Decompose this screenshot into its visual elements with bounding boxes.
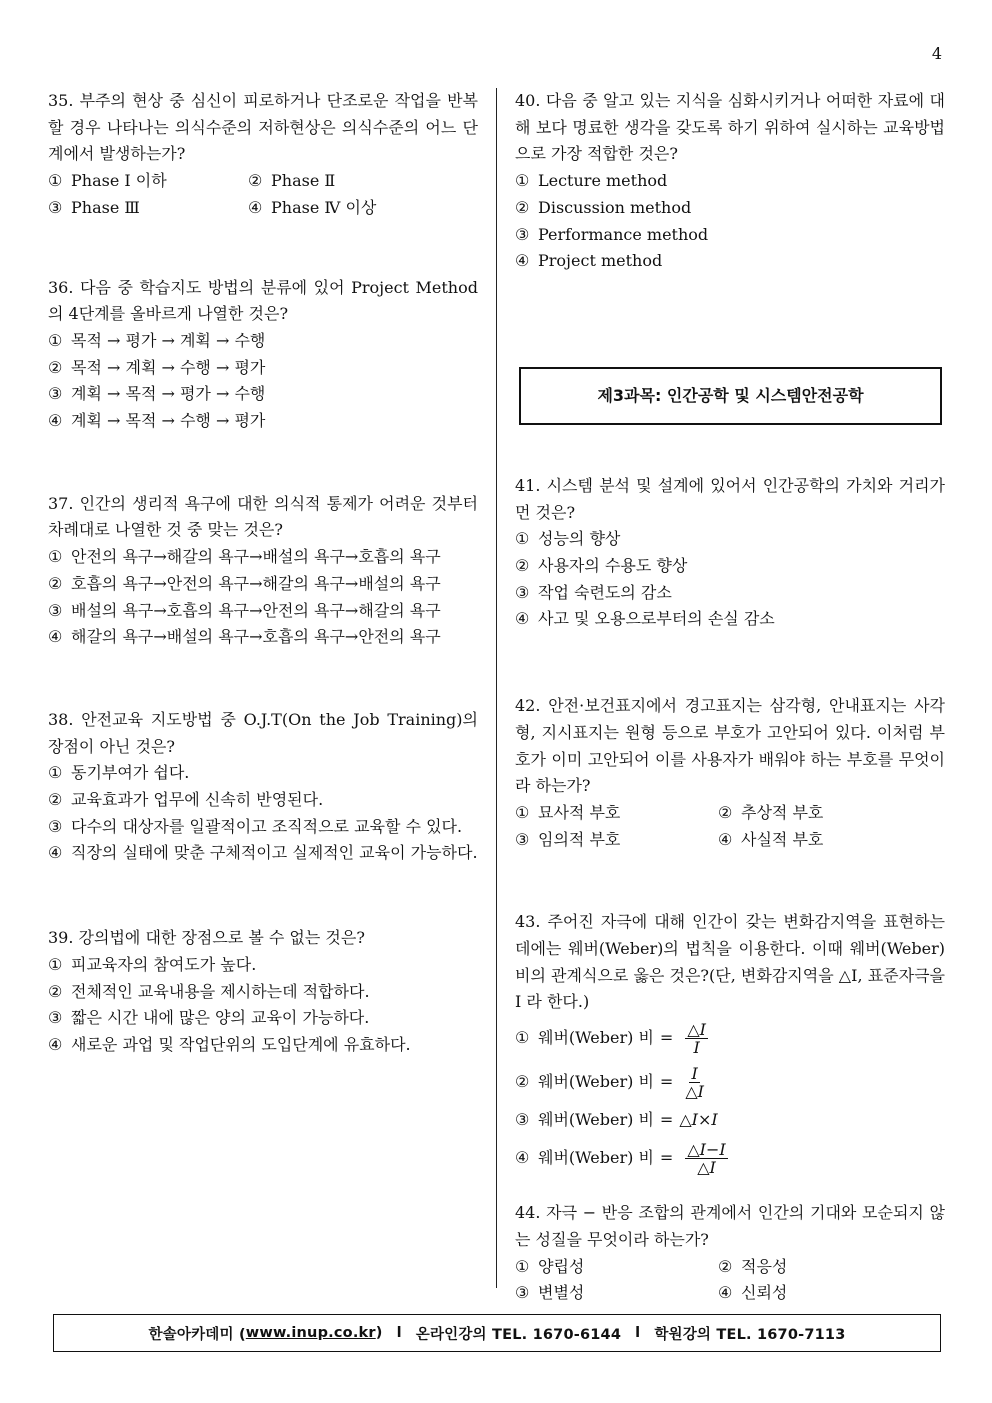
option-1[interactable]: ① 성능의 향상: [515, 529, 621, 549]
question-43: [515, 909, 945, 1180]
option-4[interactable]: ④ 직장의 실태에 맞춘 구체적이고 실제적인 교육이 가능하다.: [48, 843, 478, 863]
option-4[interactable]: ④ 새로운 과업 및 작업단위의 도입단계에 유효하다.: [48, 1034, 411, 1054]
option-4[interactable]: ④ 해갈의 욕구→배설의 욕구→호흡의 욕구→안전의 욕구: [48, 627, 441, 647]
question-stem: 43. 주어진 자극에 대해 인간이 갖는 변화감지역을 표현하는 데에는 웨버(Weber)의 법칙을 이용한다. 이때 웨버(Weber) 비의 관계식으로 옳은 것은?(단, 변화감지역을 △I, 표준자극을 I 라 한다.): [515, 912, 945, 1012]
question-37: [48, 491, 478, 651]
option-3[interactable]: ③ Performance method: [515, 224, 709, 244]
option-1[interactable]: ① 피교육자의 참여도가 높다.: [48, 954, 257, 974]
question-35: [48, 88, 478, 222]
option-1[interactable]: ① 양립성: [515, 1256, 585, 1276]
options: [515, 1254, 945, 1307]
option-3[interactable]: ③ 웨버(Weber) 비 = △I×I: [515, 1109, 718, 1129]
fraction: $\frac{\triangle I}{I}$: [687, 1019, 706, 1057]
fraction: $\frac{\triangle I-I}{\triangle I}$: [687, 1139, 726, 1177]
option-4[interactable]: ④ 신뢰성: [718, 1283, 788, 1303]
question-stem: 36. 다음 중 학습지도 방법의 분류에 있어 Project Method의 4단계를 올바르게 나열한 것은?: [48, 277, 478, 324]
options: [48, 168, 478, 221]
option-3[interactable]: ③ 변별성: [515, 1283, 585, 1303]
option-1[interactable]: ① 안전의 욕구→해갈의 욕구→배설의 욕구→호흡의 욕구: [48, 547, 441, 567]
option-2[interactable]: ② 추상적 부호: [718, 802, 824, 822]
option-2[interactable]: ② Phase Ⅱ: [248, 171, 336, 191]
right-column: [515, 88, 945, 1307]
option-1[interactable]: ① 동기부여가 쉽다.: [48, 763, 190, 783]
option-4[interactable]: ④ Project method: [515, 251, 663, 271]
option-4[interactable]: ④ 웨버(Weber) 비 = $\frac{\triangle I-I}{\triangle I}$: [515, 1139, 726, 1177]
option-3[interactable]: ③ Phase Ⅲ: [48, 197, 140, 217]
option-1[interactable]: ① 목적 → 평가 → 계획 → 수행: [48, 330, 266, 350]
option-4[interactable]: ④ 사고 및 오용으로부터의 손실 감소: [515, 609, 775, 629]
question-42: [515, 693, 945, 853]
option-1[interactable]: ① Phase Ⅰ 이하: [48, 171, 167, 191]
subject-title-box: [519, 367, 942, 425]
option-1[interactable]: ① 웨버(Weber) 비 = $\frac{\triangle I}{I}$: [515, 1019, 706, 1057]
footer: 한솔아카데미 ( www.inup.co.kr ) l 온라인강의 TEL. 1670-6144 l 학원강의 TEL. 1670-7113: [53, 1314, 941, 1352]
option-4[interactable]: ④ Phase Ⅳ 이상: [248, 197, 377, 217]
question-39: [48, 925, 478, 1059]
question-stem: 37. 인간의 생리적 욕구에 대한 의식적 통제가 어려운 것부터 차례대로 나열한 것 중 맞는 것은?: [48, 493, 478, 540]
option-2[interactable]: ② 전체적인 교육내용을 제시하는데 적합하다.: [48, 981, 370, 1001]
option-3[interactable]: ③ 계획 → 목적 → 평가 → 수행: [48, 384, 266, 404]
option-3[interactable]: ③ 다수의 대상자를 일괄적이고 조직적으로 교육할 수 있다.: [48, 816, 463, 836]
footer-academy: 한솔아카데미 (: [148, 1326, 246, 1343]
option-2[interactable]: ② 적응성: [718, 1256, 788, 1276]
option-4[interactable]: ④ 계획 → 목적 → 수행 → 평가: [48, 411, 266, 431]
question-stem: 42. 안전·보건표지에서 경고표지는 삼각형, 안내표지는 사각형, 지시표지는 원형 등으로 부호가 고안되어 있다. 이처럼 부호가 이미 고안되어 이를 사용자가 배워야 하는 부호를 무엇이라 하는가?: [515, 696, 945, 796]
footer-separator: l: [396, 1325, 402, 1341]
option-3[interactable]: ③ 작업 숙련도의 감소: [515, 582, 672, 602]
option-2[interactable]: ② 교육효과가 업무에 신속히 반영된다.: [48, 790, 324, 810]
question-44: [515, 1200, 945, 1307]
question-stem: 40. 다음 중 알고 있는 지식을 심화시키거나 어떠한 자료에 대해 보다 명료한 생각을 갖도록 하기 위하여 실시하는 교육방법으로 가장 적합한 것은?: [515, 91, 945, 164]
footer-online-tel: 온라인강의 TEL. 1670-6144: [415, 1326, 622, 1343]
question-stem: 35. 부주의 현상 중 심신이 피로하거나 단조로운 작업을 반복할 경우 나타나는 의식수준의 저하현상은 의식수준의 어느 단계에서 발생하는가?: [48, 91, 478, 164]
fraction: $\frac{I}{\triangle I}$: [685, 1063, 704, 1101]
option-3[interactable]: ③ 짧은 시간 내에 많은 양의 교육이 가능하다.: [48, 1008, 370, 1028]
footer-url-link[interactable]: www.inup.co.kr: [245, 1325, 376, 1341]
question-stem: 38. 안전교육 지도방법 중 O.J.T(On the Job Training)의 장점이 아닌 것은?: [48, 709, 478, 756]
question-36: [48, 275, 478, 435]
option-3[interactable]: ③ 배설의 욕구→호흡의 욕구→안전의 욕구→해갈의 욕구: [48, 600, 441, 620]
options: [515, 800, 945, 853]
option-4[interactable]: ④ 사실적 부호: [718, 829, 824, 849]
question-40: [515, 88, 945, 275]
page-number: 4: [931, 44, 942, 63]
question-stem: 44. 자극 − 반응 조합의 관계에서 인간의 기대와 모순되지 않는 성질을 무엇이라 하는가?: [515, 1203, 945, 1249]
footer-separator: l: [635, 1325, 641, 1341]
column-divider: [496, 88, 497, 1288]
question-stem: 39. 강의법에 대한 장점으로 볼 수 없는 것은?: [48, 928, 365, 948]
option-3[interactable]: ③ 임의적 부호: [515, 829, 621, 849]
option-2[interactable]: ② Discussion method: [515, 197, 692, 217]
option-2[interactable]: ② 목적 → 계획 → 수행 → 평가: [48, 357, 266, 377]
option-1[interactable]: ① Lecture method: [515, 171, 668, 191]
question-stem: 41. 시스템 분석 및 설계에 있어서 인간공학의 가치와 거리가 먼 것은?: [515, 475, 945, 522]
option-1[interactable]: ① 묘사적 부호: [515, 802, 621, 822]
option-2[interactable]: ② 호흡의 욕구→안전의 욕구→해갈의 욕구→배설의 욕구: [48, 573, 441, 593]
question-38: [48, 707, 478, 867]
question-41: [515, 473, 945, 633]
option-2[interactable]: ② 사용자의 수용도 향상: [515, 556, 688, 576]
subject-title: 제3과목: 인간공학 및 시스템안전공학: [597, 385, 864, 405]
left-column: [48, 88, 478, 1059]
option-2[interactable]: ② 웨버(Weber) 비 = $\frac{I}{\triangle I}$: [515, 1063, 704, 1101]
footer-offline-tel: 학원강의 TEL. 1670-7113: [654, 1326, 846, 1343]
